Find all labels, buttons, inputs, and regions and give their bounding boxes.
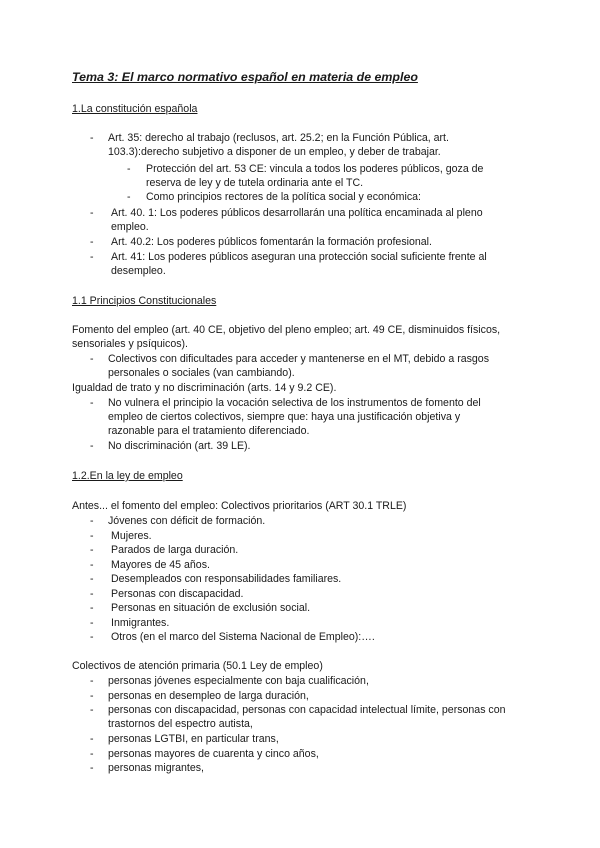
list-item: personas migrantes,	[108, 762, 204, 774]
list-bullet: -	[90, 748, 94, 760]
list-bullet: -	[90, 573, 94, 585]
list-item: Colectivos con dificultades para acceder y mantenerse en el MT, debido a rasgos	[108, 353, 489, 365]
list-bullet: -	[90, 559, 94, 571]
list-item: Art. 41: Los poderes públicos aseguran una protección social suficiente frente al	[111, 251, 487, 263]
list-item-cont: desempleo.	[111, 265, 166, 277]
paragraph: Fomento del empleo (art. 40 CE, objetivo del pleno empleo; art. 49 CE, disminuidos físicos,	[72, 324, 501, 336]
section-heading-constitucion: 1.La constitución española	[72, 103, 198, 115]
list-item: No vulnera el principio la vocación selectiva de los instrumentos de fomento del	[108, 397, 481, 409]
list-item-cont: empleo de ciertos colectivos, siempre que: haya una justificación objetiva y	[108, 411, 461, 423]
list-item: Mujeres.	[111, 530, 152, 542]
list-item-cont: personales o sociales (van cambiando).	[108, 367, 295, 379]
list-item-cont: trastornos del espectro autista,	[108, 718, 253, 730]
document-title: Tema 3: El marco normativo español en materia de empleo	[72, 70, 418, 84]
list-bullet: -	[127, 163, 131, 175]
list-item: Protección del art. 53 CE: vincula a todos los poderes públicos, goza de	[146, 163, 484, 175]
list-item: No discriminación (art. 39 LE).	[108, 440, 251, 452]
list-bullet: -	[90, 353, 94, 365]
list-bullet: -	[90, 602, 94, 614]
list-bullet: -	[90, 690, 94, 702]
list-item: Personas con discapacidad.	[111, 588, 244, 600]
list-bullet: -	[90, 530, 94, 542]
paragraph: Antes... el fomento del empleo: Colectivos prioritarios (ART 30.1 TRLE)	[72, 500, 407, 512]
section-heading-ley-empleo: 1.2.En la ley de empleo	[72, 470, 183, 482]
list-item: personas con discapacidad, personas con capacidad intelectual límite, personas con	[108, 704, 506, 716]
list-item: Inmigrantes.	[111, 617, 170, 629]
list-bullet: -	[90, 544, 94, 556]
list-item-cont: reserva de ley y de tutela ordinaria ante el TC.	[146, 177, 364, 189]
list-item-cont: razonable para el tratamiento diferenciado.	[108, 425, 310, 437]
list-bullet: -	[90, 515, 94, 527]
list-item: Art. 40. 1: Los poderes públicos desarrollarán una política encaminada al pleno	[111, 207, 483, 219]
list-bullet: -	[90, 132, 94, 144]
list-bullet: -	[90, 704, 94, 716]
list-bullet: -	[127, 191, 131, 203]
list-item: personas LGTBI, en particular trans,	[108, 733, 279, 745]
list-item: Jóvenes con déficit de formación.	[108, 515, 266, 527]
list-item: Mayores de 45 años.	[111, 559, 210, 571]
list-bullet: -	[90, 440, 94, 452]
list-item-cont: empleo.	[111, 221, 149, 233]
list-bullet: -	[90, 588, 94, 600]
list-item: Desempleados con responsabilidades familiares.	[111, 573, 342, 585]
list-item: Como principios rectores de la política social y económica:	[146, 191, 421, 203]
list-bullet: -	[90, 675, 94, 687]
list-item: Otros (en el marco del Sistema Nacional de Empleo):….	[111, 631, 375, 643]
list-bullet: -	[90, 397, 94, 409]
list-item: personas en desempleo de larga duración,	[108, 690, 309, 702]
list-item: Art. 40.2: Los poderes públicos fomentarán la formación profesional.	[111, 236, 432, 248]
list-bullet: -	[90, 762, 94, 774]
list-bullet: -	[90, 236, 94, 248]
list-bullet: -	[90, 617, 94, 629]
list-bullet: -	[90, 733, 94, 745]
list-item: Personas en situación de exclusión social.	[111, 602, 311, 614]
list-item: Art. 35: derecho al trabajo (reclusos, art. 25.2; en la Función Pública, art.	[108, 132, 449, 144]
paragraph-cont: sensoriales y psíquicos).	[72, 338, 188, 350]
list-item: personas mayores de cuarenta y cinco años,	[108, 748, 319, 760]
list-bullet: -	[90, 631, 94, 643]
list-item-cont: 103.3):derecho subjetivo a disponer de un empleo, y deber de trabajar.	[108, 146, 441, 158]
paragraph: Colectivos de atención primaria (50.1 Ley de empleo)	[72, 660, 323, 672]
list-item: Parados de larga duración.	[111, 544, 239, 556]
list-bullet: -	[90, 207, 94, 219]
list-item: personas jóvenes especialmente con baja cualificación,	[108, 675, 369, 687]
paragraph: Igualdad de trato y no discriminación (arts. 14 y 9.2 CE).	[72, 382, 337, 394]
section-heading-principios: 1.1 Principios Constitucionales	[72, 295, 217, 307]
list-bullet: -	[90, 251, 94, 263]
